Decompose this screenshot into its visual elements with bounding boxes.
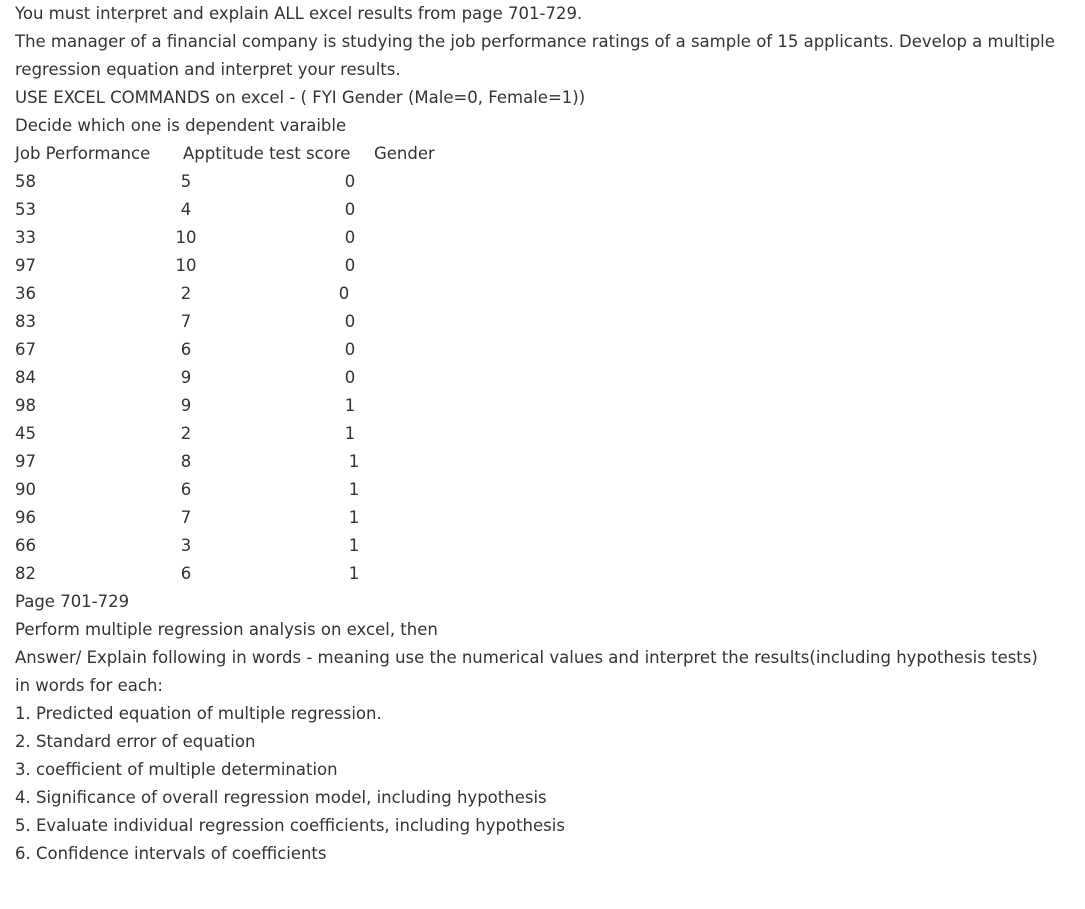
data-table [15,140,1055,588]
question-item-3: 3. coefficient of multiple determination [15,760,338,779]
assignment-document [15,0,1055,868]
cell-gender: 0 [344,172,356,191]
cell-job: 66 [15,536,36,555]
cell-job: 58 [15,172,36,191]
cell-aptitude: 8 [180,452,192,471]
header-gender: Gender [374,144,435,163]
header-job-performance: Job Performance [15,144,151,163]
question-item-4: 4. Significance of overall regression model, including hypothesis [15,788,547,807]
cell-gender: 0 [344,312,356,331]
header-aptitude-score: Apptitude test score [183,144,351,163]
cell-gender: 1 [344,396,356,415]
cell-gender: 0 [344,340,356,359]
table-row [15,252,1055,280]
answer-instruction: Answer/ Explain following in words - meaning use the numerical values and interpret the results(including hypothesis tests) in words for each: [15,648,1038,695]
cell-gender: 1 [348,480,360,499]
cell-aptitude: 5 [180,172,192,191]
table-row [15,504,1055,532]
cell-aptitude: 9 [180,368,192,387]
cell-aptitude: 7 [180,508,192,527]
cell-job: 84 [15,368,36,387]
cell-job: 53 [15,200,36,219]
cell-aptitude: 3 [180,536,192,555]
cell-gender: 0 [344,368,356,387]
cell-gender: 0 [338,284,350,303]
cell-job: 82 [15,564,36,583]
cell-job: 36 [15,284,36,303]
cell-job: 45 [15,424,36,443]
cell-gender: 0 [344,228,356,247]
cell-gender: 0 [344,200,356,219]
cell-gender: 1 [344,424,356,443]
table-row [15,420,1055,448]
intro-line-3: USE EXCEL COMMANDS on excel - ( FYI Gender (Male=0, Female=1)) [15,88,586,107]
cell-gender: 1 [348,508,360,527]
table-header-row [15,140,1055,168]
table-row [15,532,1055,560]
table-row [15,280,1055,308]
table-row [15,448,1055,476]
table-row [15,168,1055,196]
table-row [15,336,1055,364]
table-row [15,392,1055,420]
intro-line-2: The manager of a financial company is studying the job performance ratings of a sample of 15 applicants. Develop a multiple regression equation and interpret your results. [15,32,1055,79]
cell-aptitude: 7 [180,312,192,331]
cell-aptitude: 10 [175,228,197,247]
cell-job: 67 [15,340,36,359]
cell-gender: 1 [348,536,360,555]
cell-gender: 0 [344,256,356,275]
cell-job: 83 [15,312,36,331]
question-item-6: 6. Confidence intervals of coefficients [15,844,327,863]
intro-line-4: Decide which one is dependent varaible [15,116,347,135]
perform-instruction: Perform multiple regression analysis on excel, then [15,620,438,639]
page-reference: Page 701-729 [15,592,130,611]
cell-gender: 1 [348,564,360,583]
question-item-1: 1. Predicted equation of multiple regression. [15,704,382,723]
table-row [15,560,1055,588]
table-row [15,476,1055,504]
table-row [15,196,1055,224]
cell-aptitude: 10 [175,256,197,275]
cell-aptitude: 2 [180,424,192,443]
cell-aptitude: 9 [180,396,192,415]
cell-job: 33 [15,228,36,247]
cell-job: 98 [15,396,36,415]
cell-job: 97 [15,256,36,275]
question-item-5: 5. Evaluate individual regression coefficients, including hypothesis [15,816,565,835]
table-row [15,308,1055,336]
table-row [15,224,1055,252]
cell-gender: 1 [348,452,360,471]
intro-line-1: You must interpret and explain ALL excel results from page 701-729. [15,4,583,23]
cell-job: 90 [15,480,36,499]
cell-aptitude: 6 [180,340,192,359]
cell-job: 96 [15,508,36,527]
cell-aptitude: 6 [180,480,192,499]
cell-job: 97 [15,452,36,471]
question-item-2: 2. Standard error of equation [15,732,256,751]
table-row [15,364,1055,392]
cell-aptitude: 6 [180,564,192,583]
cell-aptitude: 4 [180,200,192,219]
cell-aptitude: 2 [180,284,192,303]
